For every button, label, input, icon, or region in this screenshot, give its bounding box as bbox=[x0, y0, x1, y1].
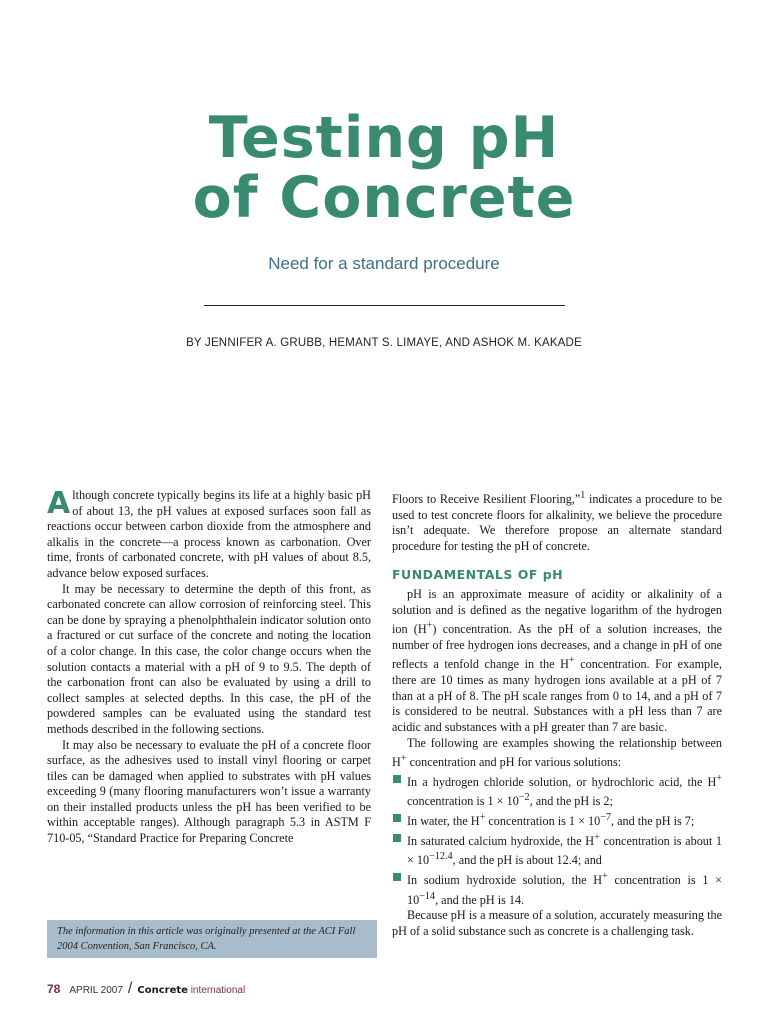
text: In saturated calcium hydroxide, the H bbox=[407, 833, 595, 848]
exponent: −7 bbox=[600, 812, 611, 824]
paragraph-carbonation: It may be necessary to determine the depth of this front, as carbonated concrete can allow corrosion of reinforcing steel. This can be done by spraying a phenolphthalein indicator solution onto a fractured or cut surface of the concrete and noting the location of a color change. In this case, the color change occurs when the solution contacts a material with a pH of 9 to 9.5. The depth of the carbonation front can also be evaluated by using a drill to collect samples at selected depths. In this case, the pH of the powdered samples can be evaluated using the standard test methods described in the following sections. bbox=[47, 581, 371, 736]
superscript: + bbox=[426, 620, 433, 632]
superscript: + bbox=[594, 831, 600, 843]
text: ) concentration. As the pH of a solution increases, the number of free hydrogen ions decreases, and a change in pH of one reflects a tenfold change in the H bbox=[392, 622, 722, 672]
square-bullet-icon bbox=[393, 814, 401, 822]
square-bullet-icon bbox=[393, 834, 401, 842]
text: concentration is about 1 × 10 bbox=[407, 833, 722, 868]
publication-name bbox=[137, 985, 245, 996]
drop-cap: A bbox=[47, 486, 71, 521]
text: In water, the H bbox=[407, 814, 480, 829]
superscript: + bbox=[602, 871, 608, 883]
exponent: −2 bbox=[518, 792, 530, 804]
section-heading: FUNDAMENTALS OF pH bbox=[392, 567, 564, 583]
title-line-2: of Concrete bbox=[192, 165, 576, 231]
exponent: −14 bbox=[419, 890, 436, 902]
issue-date: APRIL 2007 bbox=[69, 985, 123, 996]
paragraph-astm-rest: indicates a procedure to be used to test concrete floors for alkalinity, we believe the procedure isn’t adequate. We therefore propose an alternate standard procedure for testing the pH of concrete. bbox=[392, 492, 722, 553]
text: The following are examples showing the relationship between H bbox=[392, 735, 722, 770]
paragraph-astm bbox=[392, 488, 722, 554]
publication-name-part-1: Concrete bbox=[137, 985, 188, 996]
article-subtitle: Need for a standard procedure bbox=[268, 254, 500, 273]
text: , and the pH is 2; bbox=[529, 794, 613, 809]
article-title bbox=[0, 105, 768, 231]
text: In a hydrogen chloride solution, or hydrochloric acid, the H bbox=[407, 774, 717, 789]
paragraph-solid-measurement: Because pH is a measure of a solution, accurately measuring the pH of a solid substance such as concrete is a challenging task. bbox=[392, 908, 722, 938]
title-line-1: Testing pH bbox=[208, 105, 560, 171]
list-item bbox=[392, 869, 722, 908]
exponent: −12.4 bbox=[429, 851, 453, 863]
list-item bbox=[392, 771, 722, 810]
square-bullet-icon bbox=[393, 775, 401, 783]
reference-marker: 1 bbox=[580, 490, 586, 501]
superscript: + bbox=[716, 772, 722, 784]
paragraph-ph-definition bbox=[392, 587, 722, 735]
text: concentration and pH for various solutions: bbox=[406, 755, 622, 770]
text: , and the pH is 7; bbox=[611, 814, 695, 829]
superscript: + bbox=[568, 655, 575, 667]
footer-slash: / bbox=[127, 980, 133, 997]
page-footer bbox=[47, 980, 245, 998]
text: concentration is 1 × 10 bbox=[485, 814, 601, 829]
list-item bbox=[392, 830, 722, 869]
examples-list bbox=[392, 771, 722, 909]
right-column bbox=[392, 488, 722, 940]
text: , and the pH is about 12.4; and bbox=[452, 853, 602, 868]
byline: BY JENNIFER A. GRUBB, HEMANT S. LIMAYE, AND ASHOK M. KAKADE bbox=[186, 337, 582, 349]
presentation-note-text: The information in this article was originally presented at the ACI Fall 2004 Convention, San Francisco, CA. bbox=[57, 926, 356, 952]
list-item bbox=[392, 810, 722, 830]
paragraph-astm-text: Floors to Receive Resilient Flooring,” bbox=[392, 492, 581, 507]
paragraph-examples-intro bbox=[392, 736, 722, 771]
superscript: + bbox=[400, 753, 407, 765]
title-divider bbox=[204, 305, 565, 306]
superscript: + bbox=[479, 812, 486, 824]
left-column bbox=[47, 488, 371, 847]
text: concentration is 1 × 10 bbox=[407, 794, 519, 809]
text: In sodium hydroxide solution, the H bbox=[407, 873, 603, 888]
paragraph-floor: It may also be necessary to evaluate the pH of a concrete floor surface, as the adhesives used to install vinyl flooring or carpet tiles can be damaged when applied to substrates with pH values exceeding 9 (many flooring manufacturers won’t issue a warranty on their installed products unless the pH has been verified to be within acceptable ranges). Although paragraph 5.3 in ASTM F 710-05, “Standard Practice for Preparing Concrete bbox=[47, 737, 371, 846]
square-bullet-icon bbox=[393, 873, 401, 881]
paragraph-intro bbox=[47, 488, 371, 582]
text: concentration. For example, there are 10 times as many hydrogen ions available at a pH of 7 than at a pH of 8. The pH scale ranges from 0 to 14, and a pH of 7 is considered to be neutral. Substances with a pH less than 7 are acidic and substances with a pH greater than 7 are basic. bbox=[392, 657, 722, 734]
paragraph-intro-text: lthough concrete typically begins its life at a highly basic pH of about 13, the pH values at exposed surfaces soon fall as reactions occur between carbon dioxide from the atmosphere and alkalis in the concrete—a process known as carbonation. Over time, fronts of carbonated concrete, with pH values of about 8.5, advance below exposed surfaces. bbox=[47, 488, 371, 580]
presentation-note bbox=[47, 920, 377, 958]
page-number: 78 bbox=[47, 982, 61, 996]
text: pH is an approximate measure of acidity or alkalinity of a solution and is defined as the negative logarithm of the hydrogen ion (H bbox=[392, 587, 722, 637]
publication-name-part-2: international bbox=[187, 985, 246, 996]
text: concentration is 1 × 10 bbox=[407, 873, 722, 907]
text: , and the pH is 14. bbox=[435, 892, 525, 907]
